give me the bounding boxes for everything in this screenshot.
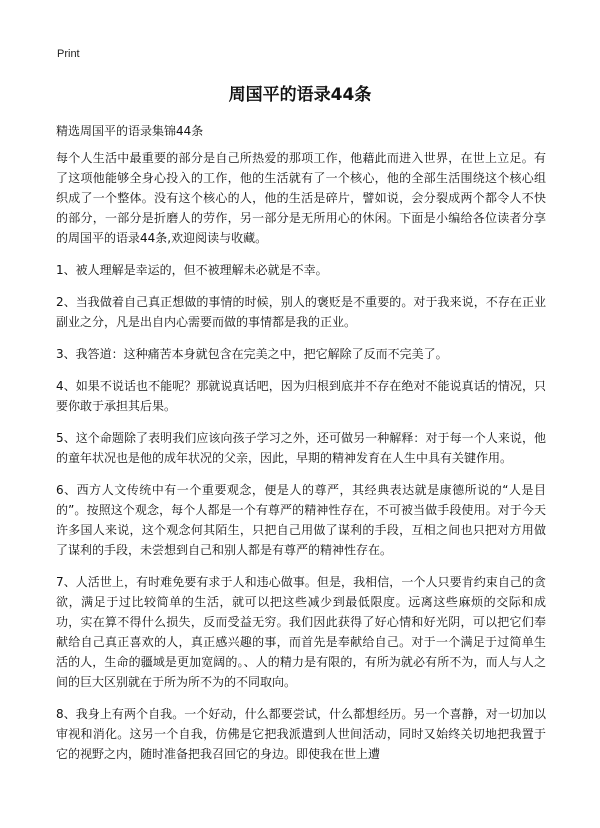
quote-8: 8、我身上有两个自我。一个好动，什么都要尝试，什么都想经历。另一个喜静，对一切加以审视和消化。这另一个自我，仿佛是它把我派遣到人世间活动，同时又始终关切地把我置于它的视野之内，随时准备把我召回它的身边。即使我在世上遭 [56, 707, 546, 761]
quote-7: 7、人活世上，有时难免要有求于人和违心做事。但是，我相信，一个人只要肯约束自己的贪欲，满足于过比较简单的生活，就可以把这些减少到最低限度。远离这些麻烦的交际和成功，实在算不得什么损失，反而受益无穷。我们因此获得了好心情和好光阴，可以把它们奉献给自己真正喜欢的人，真正感兴趣的事，而首先是奉献给自己。对于一个满足于过简单生活的人，生命的疆域是更加宽阔的。、人的精力是有限的，有所为就必有所不为，而人与人之间的巨大区别就在于所为所不为的不同取向。 [56, 575, 546, 689]
article-body [56, 148, 546, 776]
quote-2: 2、当我做着自己真正想做的事情的时候，别人的褒贬是不重要的。对于我来说，不存在正业副业之分，凡是出自内心需要而做的事情都是我的正业。 [56, 295, 546, 329]
quote-5: 5、这个命题除了表明我们应该向孩子学习之外，还可做另一种解释：对于每一个人来说，他的童年状况也是他的成年状况的父亲，因此，早期的精神发育在人生中具有关键作用。 [56, 431, 546, 465]
print-link[interactable]: Print [57, 48, 80, 60]
page-title: 周国平的语录44条 [228, 85, 372, 105]
intro-paragraph: 每个人生活中最重要的部分是自己所热爱的那项工作，他藉此而进入世界，在世上立足。有了这项他能够全身心投入的工作，他的生活就有了一个核心，他的全部生活围绕这个核心组织成了一个整体。没有这个核心的人，他的生活是碎片，譬如说，会分裂成两个都令人不快的部分，一部分是折磨人的劳作，另一部分是无所用心的休闲。下面是小编给各位读者分享的周国平的语录44条,欢迎阅读与收藏。 [56, 151, 546, 245]
quote-6: 6、西方人文传统中有一个重要观念，便是人的尊严，其经典表达就是康德所说的“人是目的”。按照这个观念，每个人都是一个有尊严的精神性存在，不可被当做手段使用。对于今天许多国人来说，这个观念何其陌生，只把自己用做了谋利的手段，互相之间也只把对方用做了谋利的手段，未尝想到自己和别人都是有尊严的精神性存在。 [56, 483, 546, 557]
quote-4: 4、如果不说话也不能呢？那就说真话吧，因为归根到底并不存在绝对不能说真话的情况，只要你敢于承担其后果。 [56, 379, 546, 413]
quote-1: 1、被人理解是幸运的，但不被理解未必就是不幸。 [56, 263, 328, 277]
page-subtitle: 精选周国平的语录集锦44条 [56, 124, 204, 138]
quote-3: 3、我答道：这种痛苦本身就包含在完美之中，把它解除了反而不完美了。 [56, 347, 448, 361]
